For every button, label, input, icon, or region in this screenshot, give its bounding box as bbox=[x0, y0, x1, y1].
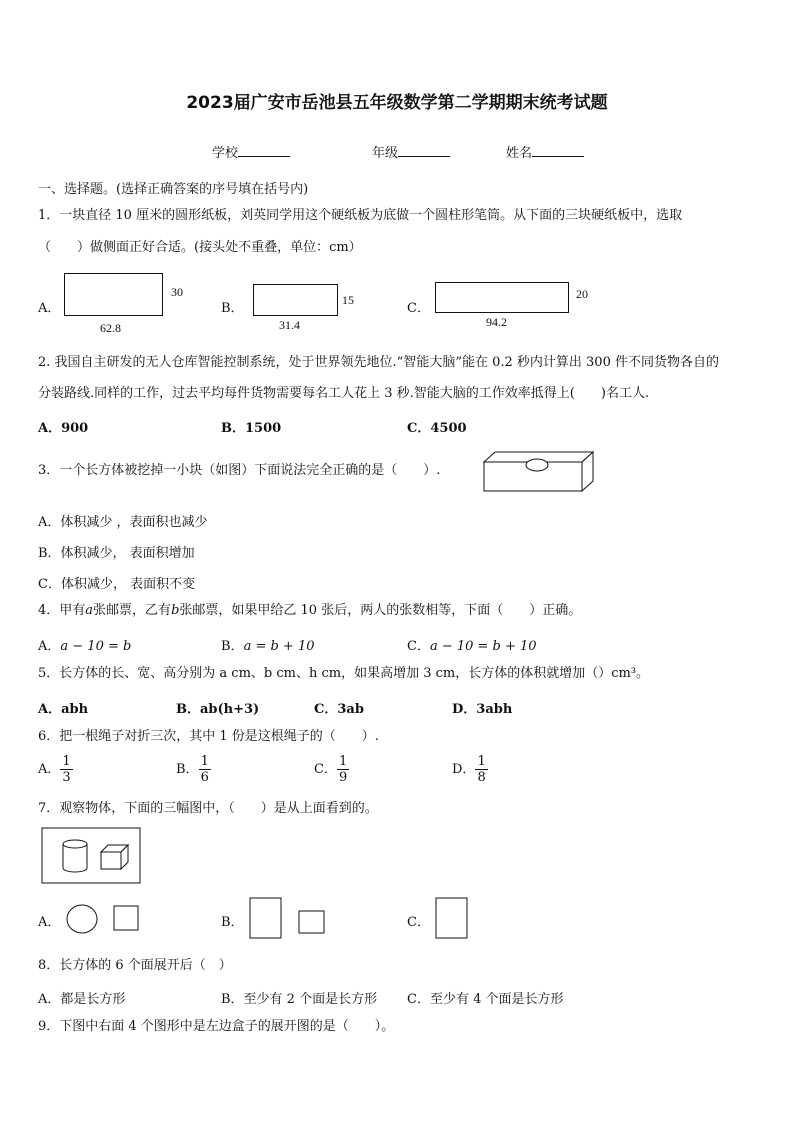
q2-line1: 2. 我国自主研发的无人仓库智能控制系统，处于世界领先地位.“智能大脑”能在 0.2 秒内计算出 300 件不同货物各自的 bbox=[38, 355, 719, 370]
section-heading: 一、选择题。(选择正确答案的序号填在括号内) bbox=[38, 182, 309, 197]
q6-option-b bbox=[176, 754, 211, 785]
q4-option-c-expr: a − 10 = b + 10 bbox=[429, 639, 537, 654]
q8-text: 8．长方体的 6 个面展开后（ ） bbox=[38, 958, 232, 973]
q1-option-c-height: 20 bbox=[576, 287, 588, 301]
q6-option-a bbox=[38, 754, 73, 785]
q8-option-c: C．至少有 4 个面是长方形 bbox=[407, 992, 564, 1007]
q7-option-b-label: B． bbox=[221, 915, 244, 930]
q9-text: 9．下图中右面 4 个图形中是左边盒子的展开图的是（ ）。 bbox=[38, 1019, 395, 1034]
q4-option-a-expr: a − 10 = b bbox=[60, 639, 132, 654]
q2-option-c: C．4500 bbox=[407, 421, 467, 436]
q1-option-b-width: 31.4 bbox=[279, 318, 300, 332]
q1-option-b-height: 15 bbox=[342, 293, 354, 307]
q6-option-b-fraction bbox=[199, 754, 211, 785]
q1-option-c-label: C． bbox=[407, 301, 430, 316]
fraction-numerator: 1 bbox=[477, 754, 486, 769]
q5-option-a: A．abh bbox=[38, 702, 89, 717]
q8-option-b: B．至少有 2 个面是长方形 bbox=[221, 992, 378, 1007]
q7-option-b-figure bbox=[248, 896, 328, 942]
q1-option-b-label: B． bbox=[221, 301, 244, 316]
name-field bbox=[506, 142, 584, 161]
q6-option-a-fraction bbox=[60, 754, 72, 785]
school-blank bbox=[238, 144, 290, 157]
q4-text bbox=[38, 603, 581, 619]
fraction-numerator: 1 bbox=[62, 754, 71, 769]
q1-option-a-width: 62.8 bbox=[100, 321, 121, 335]
q4-var-b: b bbox=[171, 603, 180, 618]
q6-option-d bbox=[452, 754, 488, 785]
q1-option-a-label: A． bbox=[38, 301, 61, 316]
q5-option-d: D．3abh bbox=[452, 702, 513, 717]
q4-option-b bbox=[221, 635, 315, 654]
grade-field bbox=[372, 142, 450, 161]
q1-option-a-rect bbox=[64, 273, 163, 316]
fraction-numerator: 1 bbox=[338, 754, 348, 769]
school-label: 学校 bbox=[212, 146, 239, 161]
q5-option-b: B．ab(h+3) bbox=[176, 702, 260, 717]
q1-option-c-width: 94.2 bbox=[486, 315, 507, 329]
q3-option-b: B．体积减少， 表面积增加 bbox=[38, 546, 195, 561]
q6-option-c-fraction bbox=[337, 754, 349, 785]
q6-option-d-label: D． bbox=[452, 762, 476, 777]
q4-text-a: 4．甲有 bbox=[38, 603, 86, 618]
q6-option-d-fraction bbox=[475, 754, 487, 785]
q6-option-b-label: B． bbox=[176, 762, 199, 777]
q4-var-a: a bbox=[85, 603, 94, 618]
q7-option-a-figure bbox=[64, 902, 142, 936]
q8-option-a: A．都是长方形 bbox=[38, 992, 126, 1007]
q4-text-b: 张邮票，乙有 bbox=[93, 603, 172, 618]
q3-option-a: A．体积减少 ，表面积也减少 bbox=[38, 515, 208, 530]
q3-cuboid-figure bbox=[482, 448, 596, 494]
q4-option-b-expr: a = b + 10 bbox=[243, 639, 315, 654]
grade-label: 年级 bbox=[372, 146, 399, 161]
q4-option-a bbox=[38, 635, 131, 654]
q7-option-c-figure bbox=[434, 896, 470, 942]
q5-option-c: C．3ab bbox=[314, 702, 364, 717]
q2-option-b: B．1500 bbox=[221, 421, 282, 436]
q4-option-c bbox=[407, 635, 537, 654]
q4-text-c: 张邮票，如果甲给乙 10 张后，两人的张数相等，下面（ ）正确。 bbox=[179, 603, 582, 618]
q6-option-a-label: A． bbox=[38, 762, 61, 777]
fraction-numerator: 1 bbox=[200, 754, 209, 769]
name-blank bbox=[532, 144, 584, 157]
q1-line1: 1．一块直径 10 厘米的圆形纸板，刘英同学用这个硬纸板为底做一个圆柱形笔筒。从下面的三块硬纸板中，选取 bbox=[38, 208, 683, 223]
q2-line2: 分装路线.同样的工作，过去平均每件货物需要每名工人花上 3 秒.智能大脑的工作效率抵得上( )名工人. bbox=[38, 386, 650, 401]
q1-line2: （ ）做侧面正好合适。(接头处不重叠，单位：cm） bbox=[38, 240, 362, 255]
q6-option-c-label: C． bbox=[314, 762, 337, 777]
q3-text: 3．一个长方体被挖掉一小块（如图）下面说法完全正确的是（ ）. bbox=[38, 463, 441, 478]
q4-option-a-label: A． bbox=[38, 639, 61, 654]
fraction-denominator: 3 bbox=[62, 770, 71, 785]
grade-blank bbox=[398, 144, 450, 157]
q6-text: 6．把一根绳子对折三次，其中 1 份是这根绳子的（ ）. bbox=[38, 729, 379, 744]
fraction-denominator: 6 bbox=[200, 770, 209, 785]
q7-objects-figure bbox=[41, 827, 142, 885]
q7-option-c-label: C． bbox=[407, 915, 430, 930]
page-title: 2023届广安市岳池县五年级数学第二学期期末统考试题 bbox=[186, 93, 608, 113]
q4-option-b-label: B． bbox=[221, 639, 244, 654]
name-label: 姓名 bbox=[506, 146, 533, 161]
q5-text: 5．长方体的长、宽、高分别为 a cm、b cm、h cm，如果高增加 3 cm，长方体的体积就增加（）cm³。 bbox=[38, 666, 650, 681]
fraction-denominator: 8 bbox=[477, 770, 486, 785]
fraction-denominator: 9 bbox=[338, 770, 348, 785]
school-field bbox=[212, 142, 290, 161]
q6-option-c bbox=[314, 754, 349, 785]
q7-option-a-label: A． bbox=[38, 915, 61, 930]
q7-text: 7．观察物体，下面的三幅图中，（ ）是从上面看到的。 bbox=[38, 801, 378, 816]
q1-option-c-rect bbox=[435, 282, 569, 313]
q4-option-c-label: C． bbox=[407, 639, 430, 654]
q3-option-c: C．体积减少， 表面积不变 bbox=[38, 577, 196, 592]
q1-option-a-height: 30 bbox=[171, 285, 183, 299]
q2-option-a: A．900 bbox=[38, 421, 89, 436]
q1-option-b-rect bbox=[253, 284, 338, 316]
